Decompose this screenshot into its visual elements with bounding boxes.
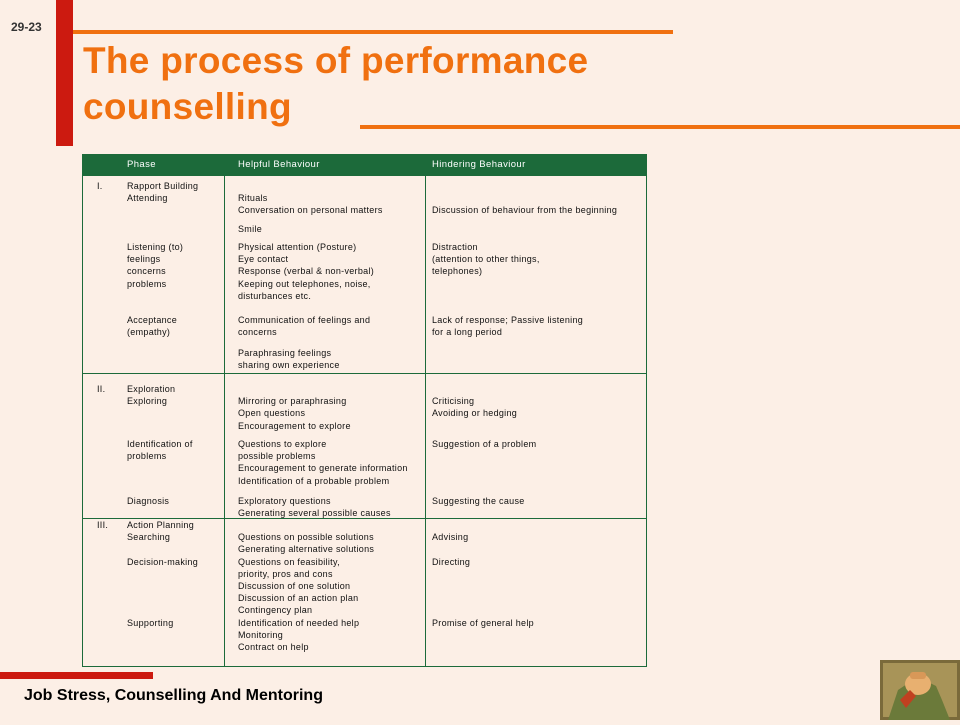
hindering-cell-text: Lack of response; Passive listening — [432, 315, 584, 326]
phase-cell-text: Decision-making — [127, 556, 199, 567]
title-top-rule — [73, 30, 673, 34]
phase-cell-text: Listening (to) — [127, 242, 184, 252]
helpful-cell-text: Identification of a probable problem — [238, 475, 390, 486]
helpful-cell-text: Rituals — [238, 193, 268, 204]
phase-cell-text: Acceptance — [127, 315, 178, 326]
hindering-cell-text: for a long period — [432, 327, 503, 338]
header-helpful: Helpful Behaviour — [238, 159, 320, 170]
phase-cell-text: concerns — [127, 266, 166, 277]
phase-cell-text: Searching — [127, 532, 171, 543]
helpful-cell-text: Identification of needed help — [238, 617, 360, 628]
section-divider — [83, 373, 646, 374]
helpful-cell-text: Contract on help — [238, 642, 309, 652]
helpful-cell-text: Communication of feelings and — [238, 315, 371, 326]
hindering-cell-text: Discussion of behaviour from the beginning — [432, 205, 618, 216]
hindering-cell-text: Distraction — [432, 242, 478, 252]
footer-accent-bar — [0, 672, 153, 679]
helpful-cell-text: priority, pros and cons — [238, 568, 333, 579]
phase-cell-text: problems — [127, 451, 167, 462]
helpful-cell-text: Discussion of one solution — [238, 581, 351, 591]
counselling-process-table — [82, 154, 647, 667]
helpful-cell-text: Monitoring — [238, 629, 284, 640]
hindering-cell-text: (attention to other things, — [432, 254, 540, 265]
helpful-cell-text: Mirroring or paraphrasing — [238, 396, 347, 407]
hindering-cell-text: Advising — [432, 532, 469, 543]
phase-cell-text: Exploring — [127, 396, 168, 407]
hindering-cell-text: Directing — [432, 556, 471, 567]
helpful-cell-text: Exploratory questions — [238, 496, 331, 507]
header-phase: Phase — [127, 159, 156, 170]
helpful-cell-text: Response (verbal & non-verbal) — [238, 266, 375, 277]
section-numeral: III. — [97, 520, 109, 530]
column-divider — [425, 176, 426, 667]
page-title — [83, 38, 588, 130]
phase-cell-text: problems — [127, 278, 167, 289]
helpful-cell-text: Open questions — [238, 408, 306, 419]
hindering-cell-text: Avoiding or hedging — [432, 408, 518, 419]
helpful-cell-text: concerns — [238, 327, 277, 338]
phase-cell-text: Identification of — [127, 438, 193, 449]
table-header — [83, 155, 646, 176]
helpful-cell-text: Encouragement to generate information — [238, 463, 408, 474]
helpful-cell-text: Encouragement to explore — [238, 420, 351, 431]
phase-cell-text: Diagnosis — [127, 496, 170, 507]
title-line-2: counselling — [83, 86, 292, 127]
helpful-cell-text: Generating several possible causes — [238, 508, 391, 519]
phase-cell-text: feelings — [127, 254, 161, 265]
phase-cell-text: (empathy) — [127, 327, 171, 338]
helpful-cell-text: sharing own experience — [238, 360, 340, 371]
section-numeral: I. — [97, 181, 103, 191]
phase-cell-text: Exploration — [127, 384, 176, 394]
hindering-cell-text: Suggesting the cause — [432, 496, 525, 507]
hindering-cell-text: Criticising — [432, 396, 475, 407]
helpful-cell-text: disturbances etc. — [238, 290, 312, 301]
helpful-cell-text: Paraphrasing feelings — [238, 348, 332, 359]
helpful-cell-text: Conversation on personal matters — [238, 205, 383, 216]
helpful-cell-text: Questions to explore — [238, 438, 327, 449]
helpful-cell-text: Eye contact — [238, 254, 289, 265]
phase-cell-text: Attending — [127, 193, 168, 204]
helpful-cell-text: Contingency plan — [238, 605, 313, 616]
title-line-1: The process of performance — [83, 40, 589, 81]
helpful-cell-text: possible problems — [238, 451, 316, 462]
helpful-cell-text: Questions on possible solutions — [238, 532, 374, 543]
helpful-cell-text: Smile — [238, 223, 263, 234]
phase-cell-text: Supporting — [127, 617, 174, 628]
title-accent-bar — [56, 0, 73, 146]
header-hindering: Hindering Behaviour — [432, 159, 526, 170]
helpful-cell-text: Physical attention (Posture) — [238, 242, 357, 252]
fist-mascot-icon — [880, 660, 960, 720]
hindering-cell-text: Suggestion of a problem — [432, 438, 537, 449]
helpful-cell-text: Generating alternative solutions — [238, 544, 375, 555]
helpful-cell-text: Questions on feasibility, — [238, 556, 340, 567]
section-numeral: II. — [97, 384, 106, 394]
phase-cell-text: Action Planning — [127, 520, 195, 530]
footer-title: Job Stress, Counselling And Mentoring — [24, 687, 323, 704]
helpful-cell-text: Discussion of an action plan — [238, 593, 359, 604]
column-divider — [224, 176, 225, 667]
slide-number: 29-23 — [11, 20, 42, 34]
phase-cell-text: Rapport Building — [127, 181, 199, 191]
hindering-cell-text: telephones) — [432, 266, 483, 277]
helpful-cell-text: Keeping out telephones, noise, — [238, 278, 371, 289]
hindering-cell-text: Promise of general help — [432, 617, 534, 628]
title-bottom-rule — [360, 125, 960, 129]
